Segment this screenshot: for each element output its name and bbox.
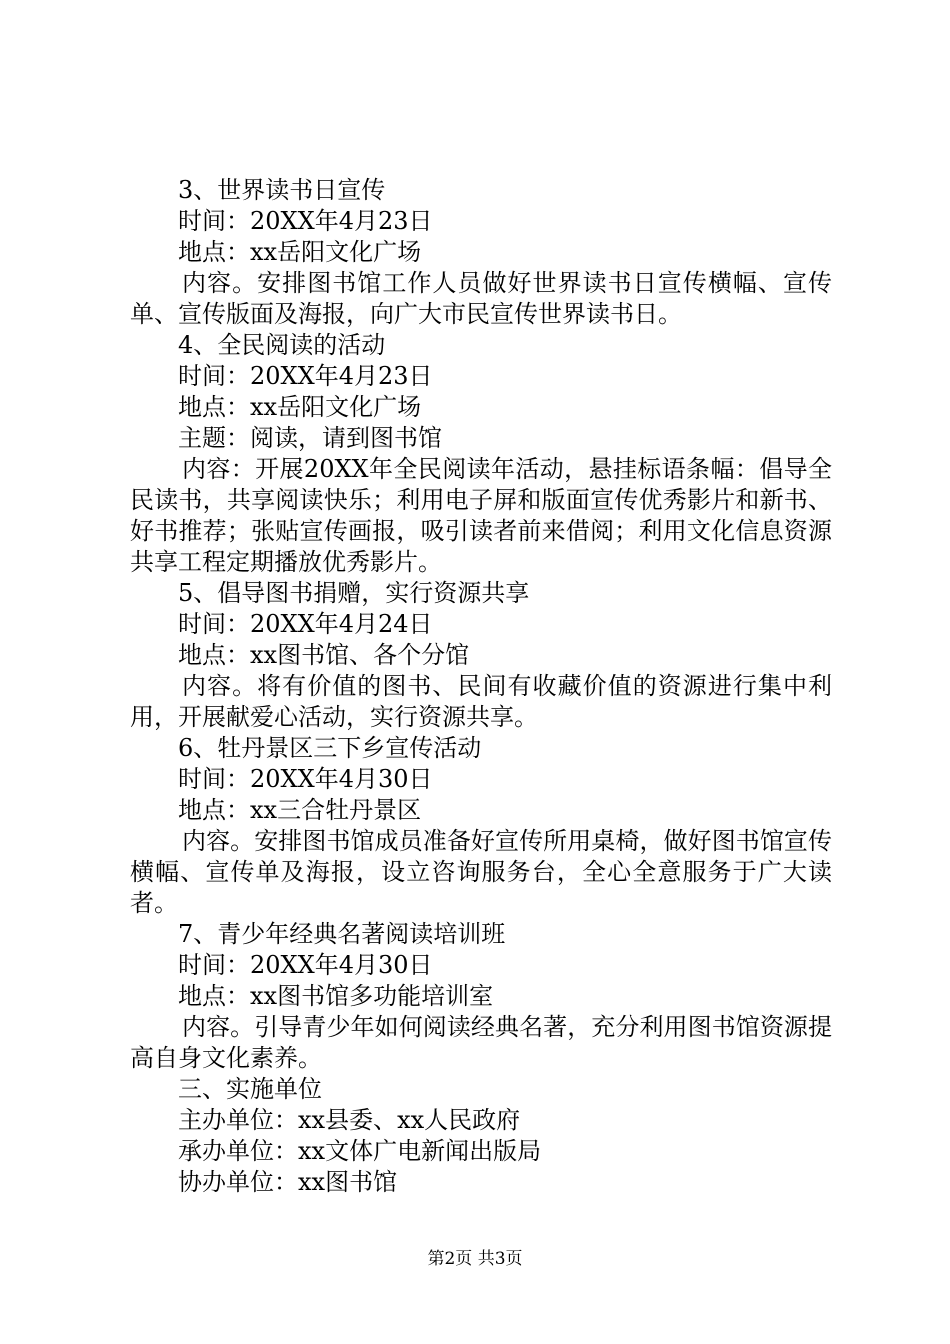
time-line: 时间：20XX年4月23日	[178, 362, 433, 390]
time-line: 时间：20XX年4月30日	[178, 951, 433, 979]
section-heading: 7、青少年经典名著阅读培训班	[178, 920, 506, 948]
location-line: 地点：xx岳阳文化广场	[178, 393, 422, 421]
section-heading: 4、全民阅读的活动	[178, 331, 386, 359]
location-line: 地点：xx图书馆多功能培训室	[178, 982, 494, 1010]
page-number-footer: 第2页 共3页	[427, 1249, 523, 1269]
section-heading: 3、世界读书日宣传	[178, 176, 386, 204]
section-heading: 三、实施单位	[178, 1075, 322, 1103]
co-organizer-line: 协办单位：xx图书馆	[178, 1168, 398, 1196]
content-paragraph: 内容。安排图书馆成员准备好宣传所用桌椅，做好图书馆宣传横幅、宣传单及海报，设立咨询服务台，全心全意服务于广大读者。	[130, 827, 832, 917]
content-paragraph: 内容：开展20XX年全民阅读年活动，悬挂标语条幅：倡导全民读书，共享阅读快乐；利用电子屏和版面宣传优秀影片和新书、好书推荐；张贴宣传画报，吸引读者前来借阅；利用文化信息资源共享工程定期播放优秀影片。	[130, 455, 832, 576]
location-line: 地点：xx图书馆、各个分馆	[178, 641, 470, 669]
location-line: 地点：xx三合牡丹景区	[178, 796, 422, 824]
time-line: 时间：20XX年4月30日	[178, 765, 433, 793]
document-body	[130, 175, 832, 1198]
time-line: 时间：20XX年4月24日	[178, 610, 433, 638]
content-paragraph: 内容。引导青少年如何阅读经典名著，充分利用图书馆资源提高自身文化素养。	[130, 1013, 832, 1072]
section-heading: 5、倡导图书捐赠，实行资源共享	[178, 579, 530, 607]
undertaker-line: 承办单位：xx文体广电新闻出版局	[178, 1137, 542, 1165]
section-heading: 6、牡丹景区三下乡宣传活动	[178, 734, 482, 762]
location-line: 地点：xx岳阳文化广场	[178, 238, 422, 266]
time-line: 时间：20XX年4月23日	[178, 207, 433, 235]
theme-line: 主题：阅读，请到图书馆	[178, 424, 442, 452]
content-paragraph: 内容。将有价值的图书、民间有收藏价值的资源进行集中利用，开展献爱心活动，实行资源共享。	[130, 672, 832, 731]
organizer-line: 主办单位：xx县委、xx人民政府	[178, 1106, 521, 1134]
content-paragraph: 内容。安排图书馆工作人员做好世界读书日宣传横幅、宣传单、宣传版面及海报，向广大市民宣传世界读书日。	[130, 269, 832, 328]
